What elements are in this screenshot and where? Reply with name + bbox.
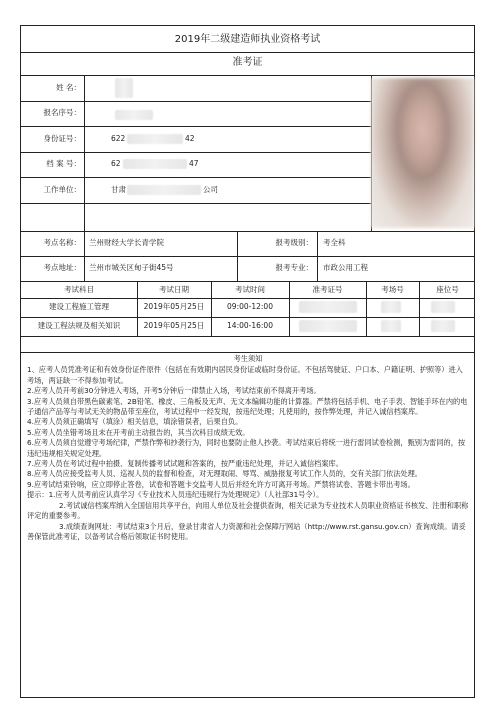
regno-redacted bbox=[115, 110, 153, 120]
admission-ticket bbox=[20, 25, 475, 698]
file-redacted bbox=[123, 159, 187, 169]
row2-date: 2019年05月25日 bbox=[143, 321, 205, 330]
file-suffix: 47 bbox=[189, 159, 199, 168]
row1-subject: 建设工程施工管理 bbox=[49, 302, 109, 311]
note-tip-3: 3.成绩查询网址：考试结束3个月后，登录甘肃省人力资源和社会保障厅网站（http://www.rst.gansu.gov.cn）查询成绩。请妥善保管此准考证，以备考试合格后领取证书时使用。 bbox=[27, 521, 466, 541]
major-label: 报考专业： bbox=[275, 263, 313, 272]
row1-date: 2019年05月25日 bbox=[143, 302, 205, 311]
note-4: 4.应考人员须正确填写（填涂）相关信息，填涂错误者，后果自负。 bbox=[27, 417, 243, 427]
header-seat-no: 座位号 bbox=[436, 285, 459, 294]
work-redacted bbox=[127, 185, 201, 195]
major-value: 市政公用工程 bbox=[323, 263, 368, 272]
site-name-label: 考点名称： bbox=[43, 238, 81, 247]
exam-title: 2019年二级建造师执业资格考试 bbox=[174, 34, 321, 45]
note-2: 2.应考人员开考前30分钟进入考场，开考5分钟后一律禁止入场，考试结束前不得离开考场。 bbox=[27, 386, 321, 396]
site-addr-label: 考点地址： bbox=[43, 263, 81, 272]
row2-room-no-redacted bbox=[381, 320, 401, 332]
note-tip-2: 2.考试诚信档案库纳入全国信用共享平台，向用人单位及社会提供查询，相关记录为专业技术人员职业资格证书核发、注册和职称评定的重要参考。 bbox=[27, 500, 469, 521]
note-5: 5.应考人员坐错考场且未在开考前主动报告的，其当次科目成绩无效。 bbox=[27, 427, 250, 437]
work-suffix: 公司 bbox=[203, 185, 218, 194]
row1-time: 09:00-12:00 bbox=[227, 302, 273, 311]
notes-title: 考生须知 bbox=[233, 354, 263, 363]
row2-seat-no-redacted bbox=[431, 320, 455, 332]
portrait-photo-redacted bbox=[371, 78, 474, 228]
site-name-value: 兰州财经大学长青学院 bbox=[89, 238, 164, 247]
file-label: 档 案 号： bbox=[46, 159, 81, 168]
id-label: 身份证号： bbox=[43, 134, 81, 143]
header-ticket-no: 准考证号 bbox=[312, 285, 343, 294]
header-room-no: 考场号 bbox=[381, 285, 404, 294]
exam-notes bbox=[27, 354, 469, 542]
work-prefix: 甘肃 bbox=[111, 185, 126, 194]
id-prefix: 622 bbox=[111, 134, 126, 143]
row2-time: 14:00-16:00 bbox=[227, 321, 273, 330]
note-8: 8.应考人员应接受监考人员、巡视人员的监督和检查，对无理取闹、辱骂、威胁报复考试工作人员的，交有关部门依法处理。 bbox=[27, 469, 422, 479]
header-date: 考试日期 bbox=[159, 285, 189, 294]
row1-room-no-redacted bbox=[381, 301, 401, 313]
id-suffix: 42 bbox=[185, 134, 195, 143]
work-label: 工作单位： bbox=[43, 185, 81, 194]
level-value: 考全科 bbox=[323, 238, 346, 247]
regno-label: 报名序号： bbox=[43, 108, 81, 117]
site-addr-value: 兰州市城关区甸子街45号 bbox=[89, 263, 174, 272]
file-prefix: 62 bbox=[111, 159, 121, 168]
name-label: 姓 名： bbox=[56, 83, 81, 92]
note-6: 6.应考人员须自觉遵守考场纪律，严禁作弊和抄袭行为，同时也要防止他人抄袭。考试结束后将统一进行雷同试卷检测，甄别为雷同的，按违纪违规相关规定处理。 bbox=[27, 438, 466, 458]
name-redacted bbox=[115, 78, 133, 98]
header-time: 考试时间 bbox=[235, 285, 265, 294]
row2-subject: 建设工程法规及相关知识 bbox=[37, 321, 121, 330]
id-redacted bbox=[127, 134, 183, 144]
note-7: 7.应考人员在考试过程中拍摄、复制传播考试试题和答案的，按严重违纪处理，并记入诚信档案库。 bbox=[27, 459, 343, 469]
note-3: 3.应考人员须自带黑色碳素笔、2B铅笔、橡皮、三角板及无声、无文本编辑功能的计算器。严禁将包括手机、电子手表、智能手环在内的电子通信产品等与考试无关的物品带至座位，考试过程中一经发现，按违纪处理；凡使用的，按作弊处理，并记入诚信档案库。 bbox=[27, 396, 468, 417]
row1-seat-no-redacted bbox=[431, 301, 455, 313]
row1-ticket-no-redacted bbox=[299, 301, 357, 313]
header-subject: 考试科目 bbox=[64, 285, 94, 294]
row2-ticket-no-redacted bbox=[299, 320, 357, 332]
note-9: 9.应考试结束铃响，应立即停止答卷，试卷和答题卡交监考人员后并经允许方可离开考场。严禁将试卷、答题卡带出考场。 bbox=[27, 479, 415, 489]
ticket-title: 准考证 bbox=[232, 57, 263, 68]
note-1: 1、应考人员凭准考证和有效身份证件原件（包括在有效期内居民身份证或临时身份证。不包括驾驶证、户口本、户籍证明、护照等）进入考场，两证缺一不得参加考试。 bbox=[27, 365, 463, 385]
note-tip-1: 提示：1.应考人员考前应认真学习《专业技术人员违纪违规行为处理规定》（人社部31号令）。 bbox=[27, 490, 324, 500]
level-label: 报考级别： bbox=[275, 238, 313, 247]
